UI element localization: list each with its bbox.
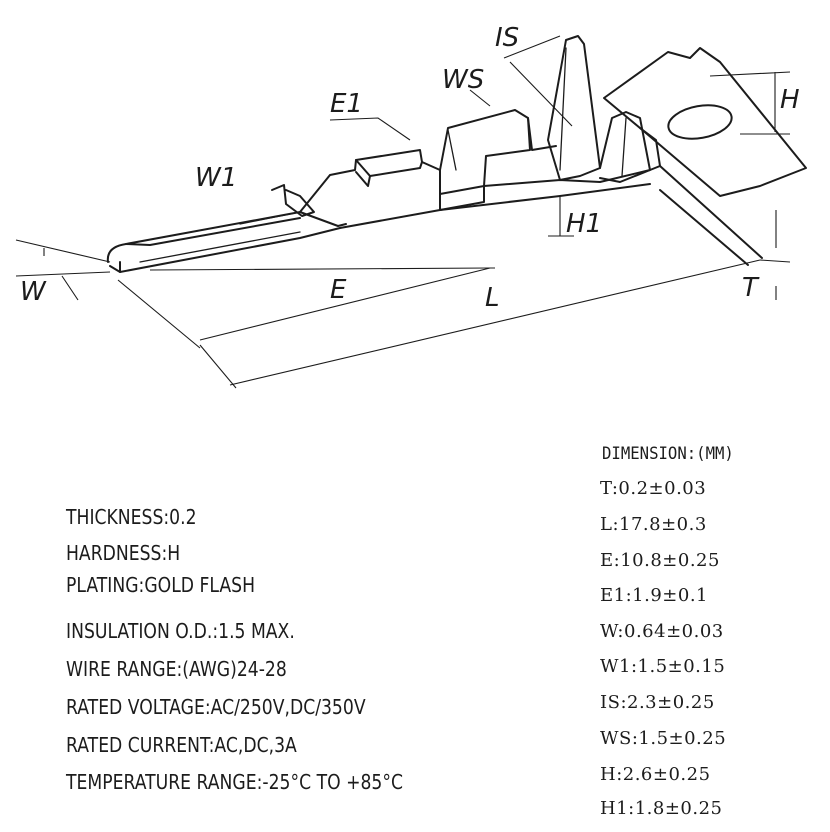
dimension-item: E:10.8±0.25 — [600, 550, 720, 571]
label-e1: E1 — [330, 89, 363, 119]
dimension-item: H1:1.8±0.25 — [600, 798, 723, 819]
spec-temperature-range: TEMPERATURE RANGE:-25°C TO +85°C — [66, 770, 403, 794]
label-is: IS — [495, 23, 520, 53]
dimension-item: W1:1.5±0.15 — [600, 656, 726, 677]
spec-rated-voltage: RATED VOLTAGE:AC/250V,DC/350V — [66, 695, 366, 719]
label-h: H — [780, 85, 800, 115]
insulation-crimp-barrel — [440, 36, 660, 210]
spec-rated-current: RATED CURRENT:AC,DC,3A — [66, 733, 297, 757]
label-ws: WS — [442, 65, 485, 95]
label-w1: W1 — [195, 163, 238, 193]
spec-wire-range: WIRE RANGE:(AWG)24-28 — [66, 657, 287, 681]
label-t: T — [742, 273, 758, 303]
dimension-lines — [16, 36, 790, 388]
dimension-item: IS:2.3±0.25 — [600, 692, 715, 713]
spec-thickness: THICKNESS:0.2 — [66, 505, 197, 529]
spec-plating: PLATING:GOLD FLASH — [66, 573, 255, 597]
dimension-title: DIMENSION:(MM) — [602, 444, 734, 464]
label-w: W — [20, 277, 46, 307]
dimension-item: W:0.64±0.03 — [600, 621, 724, 642]
dimension-item: T:0.2±0.03 — [600, 478, 707, 499]
dimension-item: L:17.8±0.3 — [600, 514, 707, 535]
spec-insulation: INSULATION O.D.:1.5 MAX. — [66, 619, 295, 643]
dimension-item: E1:1.9±0.1 — [600, 585, 708, 606]
wire-crimp-barrel — [440, 110, 556, 210]
spec-hardness: HARDNESS:H — [66, 541, 181, 565]
terminal-neck — [300, 150, 440, 228]
label-l: L — [485, 283, 500, 313]
dimension-item: H:2.6±0.25 — [600, 764, 711, 785]
label-h1: H1 — [566, 209, 603, 239]
label-e: E — [330, 275, 347, 305]
dimension-item: WS:1.5±0.25 — [600, 728, 727, 749]
